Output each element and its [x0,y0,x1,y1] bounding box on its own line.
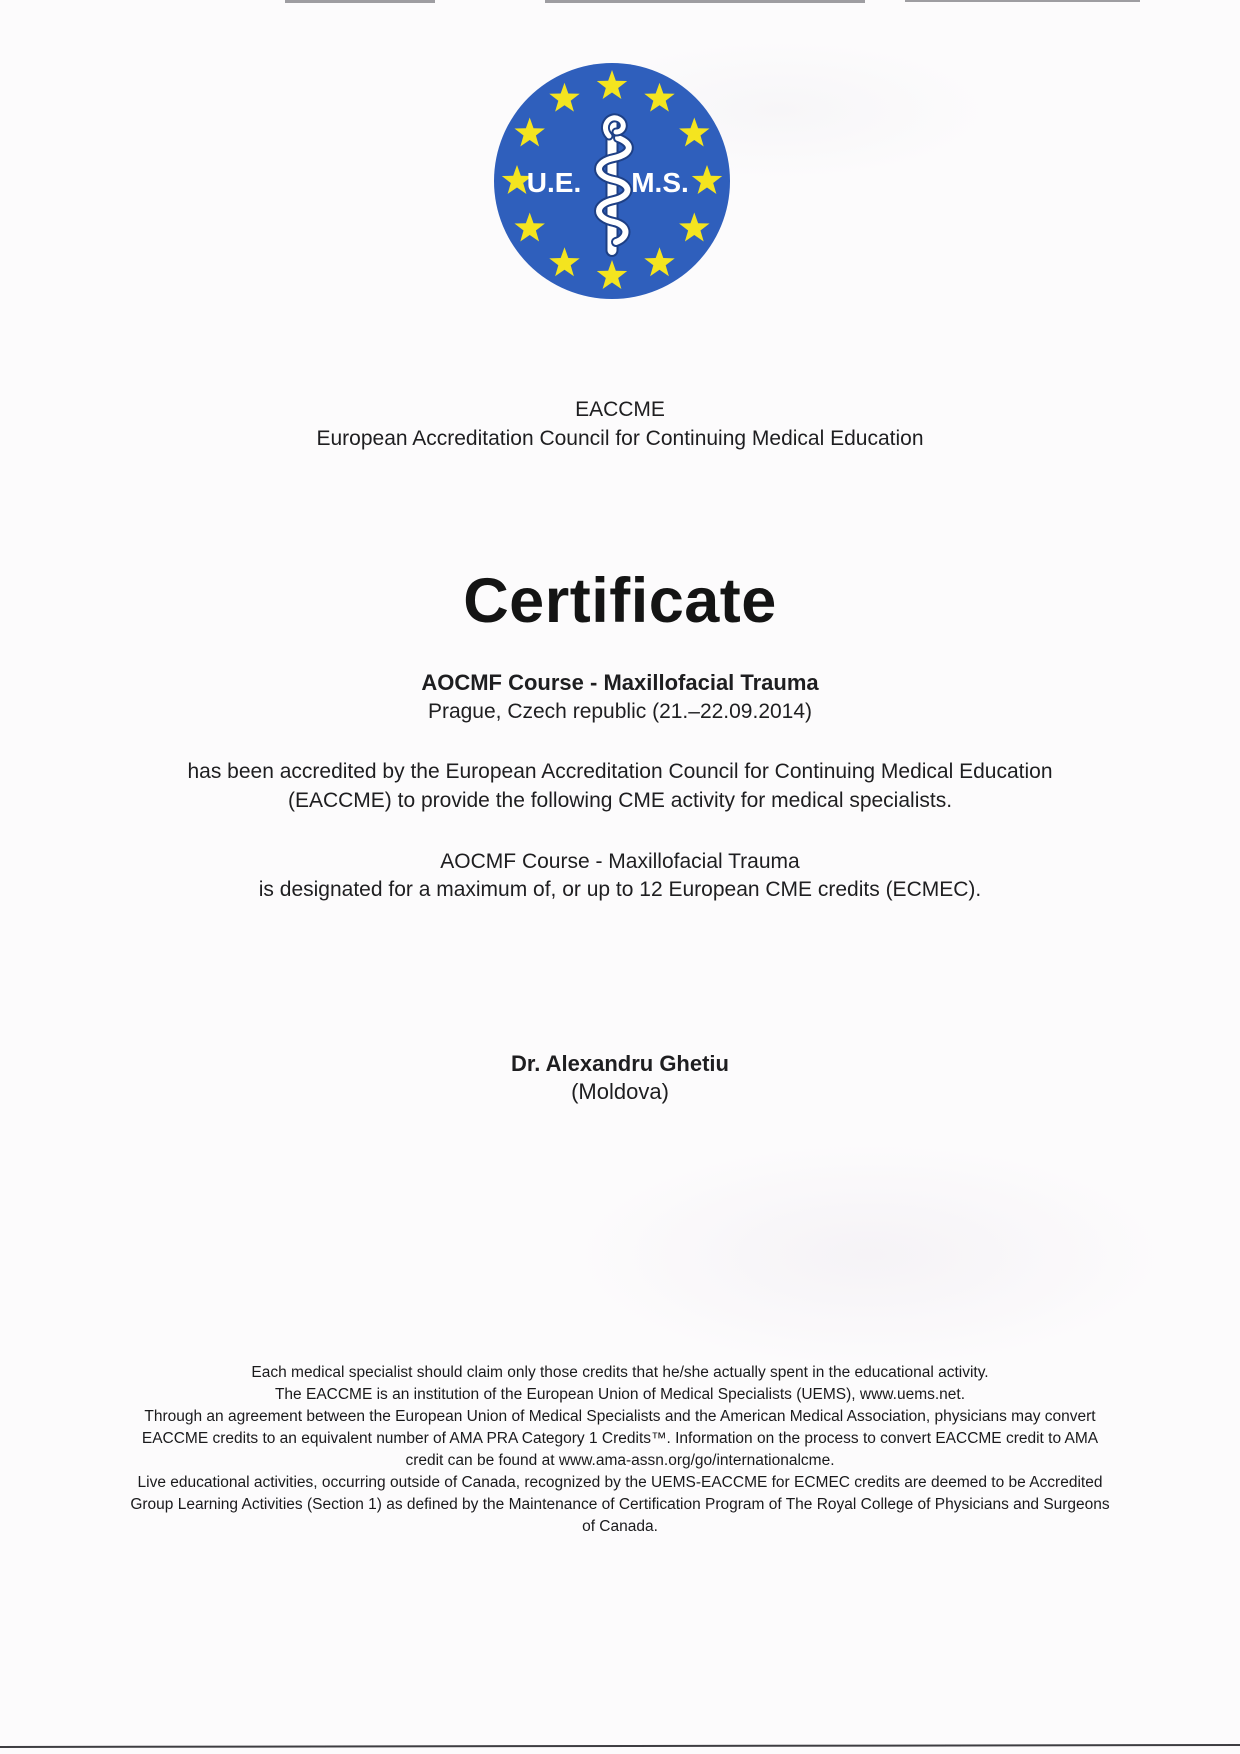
recipient-name: Dr. Alexandru Ghetiu [510,1051,729,1076]
logo-text-ue: U.E. [526,167,582,198]
fine-print-line: Through an agreement between the European Union of Medical Specialists and the American Medical Association, physicians may convert [144,1408,1096,1425]
logo-text-ms: M.S. [631,167,689,198]
scan-artifact-top [285,0,435,3]
accreditation-line-1: has been accredited by the European Accreditation Council for Continuing Medical Education [187,760,1053,783]
fine-print-line: Live educational activities, occurring outside of Canada, recognized by the UEMS-EACCME for ECMEC credits are deemed to be Accredited [137,1474,1103,1491]
fine-print-line: The EACCME is an institution of the European Union of Medical Specialists (UEMS), www.uems.net. [274,1386,966,1403]
fine-print-line: credit can be found at www.ama-assn.org/go/internationalcme. [405,1452,835,1469]
accreditation-statement [0,757,1240,815]
scan-artifact-top [905,0,1140,2]
uems-logo [493,62,731,300]
fine-print [0,1362,1240,1538]
recipient-block [0,1050,1240,1106]
designation-credits: is designated for a maximum of, or up to 12 European CME credits (ECMEC). [258,878,982,901]
credit-designation [0,848,1240,904]
fine-print-line: Each medical specialist should claim only those credits that he/she actually spent in the educational activity. [251,1364,989,1381]
fine-print-line: Group Learning Activities (Section 1) as defined by the Maintenance of Certification Program of The Royal College of Physicians and Surgeons [130,1496,1110,1513]
certificate-title: Certificate [463,566,777,636]
org-full-name: European Accreditation Council for Continuing Medical Education [316,427,924,450]
fine-print-line: of Canada. [582,1518,658,1535]
accreditation-line-2: (EACCME) to provide the following CME activity for medical specialists. [287,789,953,812]
scan-artifact-top [545,0,865,3]
fine-print-line: EACCME credits to an equivalent number of AMA PRA Category 1 Credits™. Information on the process to convert EACCME credit to AMA [141,1430,1099,1447]
course-location-date: Prague, Czech republic (21.–22.09.2014) [427,700,813,723]
uems-logo-icon [493,62,731,300]
designation-course: AOCMF Course - Maxillofacial Trauma [440,850,800,873]
recipient-country: (Moldova) [571,1079,669,1104]
org-abbreviation: EACCME [575,398,665,421]
course-name: AOCMF Course - Maxillofacial Trauma [421,670,819,695]
scan-artifact-bottom [0,1744,1240,1748]
